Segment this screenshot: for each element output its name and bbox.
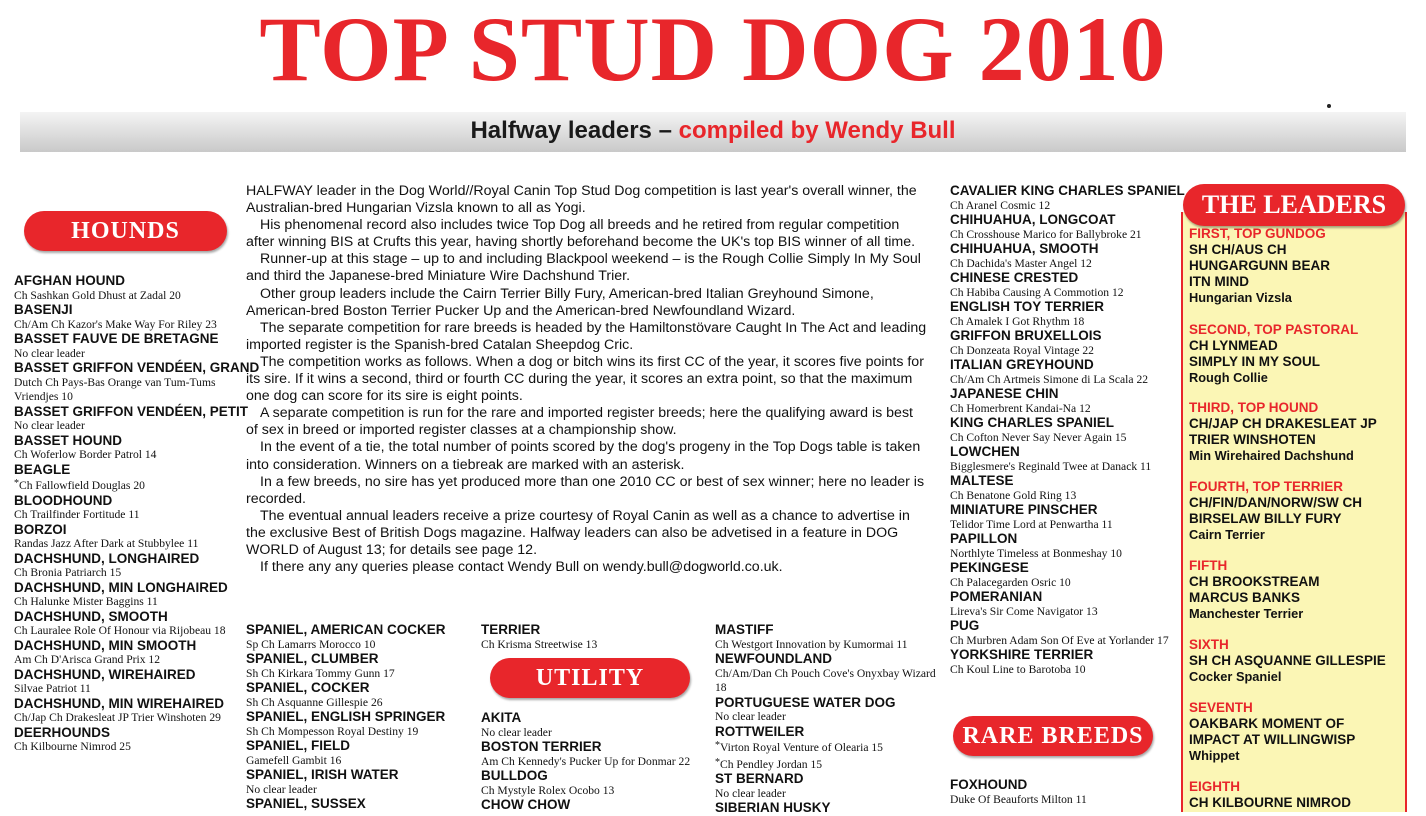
terrier-column bbox=[481, 623, 711, 652]
breed-entry bbox=[950, 778, 1176, 807]
breed-entry bbox=[14, 523, 242, 552]
sire-name bbox=[950, 344, 1176, 359]
sire-text: Virton Royal Venture of Olearia 15 bbox=[720, 741, 883, 754]
leaders-heading: THE LEADERS bbox=[1183, 184, 1405, 226]
leader-rank: EIGHTH bbox=[1189, 779, 1241, 794]
leader-dog-name: SH CH ASQUANNE GILLESPIE bbox=[1189, 653, 1386, 668]
breed-name: SPANIEL, ENGLISH SPRINGER bbox=[246, 709, 446, 724]
sire-text: Ch Palacegarden Osric 10 bbox=[950, 575, 1071, 589]
breed-name: PUG bbox=[950, 618, 980, 633]
breed-name: SPANIEL, CLUMBER bbox=[246, 651, 379, 666]
sire-name bbox=[246, 725, 476, 740]
subtitle-lead: Halfway leaders – bbox=[470, 117, 672, 144]
leader-breed: Cairn Terrier bbox=[1189, 527, 1265, 542]
breed-entry bbox=[715, 652, 941, 696]
breed-name: BASSET GRIFFON VENDÉEN, GRAND bbox=[14, 360, 260, 375]
breed-name: SPANIEL, COCKER bbox=[246, 680, 370, 695]
breed-entry bbox=[14, 274, 242, 303]
breed-name: DACHSHUND, LONGHAIRED bbox=[14, 550, 200, 566]
sire-text: Am Ch Kennedy's Pucker Up for Donmar 22 bbox=[481, 754, 691, 768]
breed-name: KING CHARLES SPANIEL bbox=[950, 415, 1115, 430]
breed-name: ROTTWEILER bbox=[715, 723, 805, 739]
breed-name: ST BERNARD bbox=[715, 771, 804, 786]
leader-entry bbox=[1189, 779, 1401, 811]
sire-name bbox=[14, 289, 242, 304]
sire-text: Ch Lauralee Role Of Honour via Rijobeau 18 bbox=[14, 624, 226, 637]
sire-name bbox=[14, 508, 242, 523]
sire-name bbox=[14, 682, 242, 697]
breed-name: CHINESE CRESTED bbox=[950, 270, 1079, 285]
breed-entry bbox=[950, 416, 1176, 445]
breed-entry bbox=[950, 619, 1176, 648]
breed-entry bbox=[14, 668, 242, 697]
tiebreak-asterisk: * bbox=[14, 478, 19, 489]
sire-name bbox=[950, 634, 1176, 649]
breed-entry bbox=[950, 183, 1185, 213]
breed-name: SPANIEL, SUSSEX bbox=[246, 796, 366, 811]
sire-text: Sh Ch Mompesson Royal Destiny 19 bbox=[246, 724, 419, 738]
leader-entry bbox=[1189, 400, 1401, 464]
sire-name bbox=[715, 710, 941, 725]
breed-name: MINIATURE PINSCHER bbox=[950, 502, 1098, 517]
leader-entry bbox=[1189, 226, 1401, 306]
breed-name: DACHSHUND, SMOOTH bbox=[14, 608, 168, 624]
leader-dog-name: TRIER WINSHOTEN bbox=[1189, 432, 1316, 447]
breed-entry bbox=[950, 648, 1176, 677]
breed-name: YORKSHIRE TERRIER bbox=[950, 647, 1094, 662]
leader-entry bbox=[1189, 322, 1401, 386]
breed-entry bbox=[14, 360, 260, 405]
breed-entry bbox=[14, 726, 242, 755]
sire-name bbox=[14, 537, 242, 552]
sire-text: Randas Jazz After Dark at Stubbylee 11 bbox=[14, 537, 199, 550]
breed-name: PAPILLON bbox=[950, 531, 1018, 546]
leader-dog-name: IMPACT AT WILLINGWISP bbox=[1189, 732, 1356, 747]
breed-name: BEAGLE bbox=[14, 461, 71, 477]
sire-name bbox=[14, 595, 242, 610]
sire-name bbox=[715, 756, 941, 773]
sire-text: Ch Dachida's Master Angel 12 bbox=[950, 256, 1092, 270]
breed-entry bbox=[14, 552, 242, 581]
breed-name: CHIHUAHUA, LONGCOAT bbox=[950, 212, 1116, 227]
sire-text: Telidor Time Lord at Penwartha 11 bbox=[950, 517, 1113, 531]
breed-name: JAPANESE CHIN bbox=[950, 386, 1059, 401]
sire-name bbox=[950, 286, 1176, 301]
breed-entry bbox=[950, 242, 1176, 271]
breed-entry bbox=[950, 358, 1176, 387]
leader-dog-name: SIMPLY IN MY SOUL bbox=[1189, 354, 1321, 369]
breed-name: MALTESE bbox=[950, 473, 1014, 488]
sire-name bbox=[246, 638, 476, 653]
breed-entry bbox=[481, 623, 711, 652]
sire-text: No clear leader bbox=[481, 725, 552, 739]
utility-column bbox=[481, 711, 711, 813]
breed-entry bbox=[481, 711, 711, 740]
sire-text: Ch Kilbourne Nimrod 25 bbox=[14, 740, 131, 753]
breed-name: CAVALIER KING CHARLES SPANIEL bbox=[950, 183, 1185, 198]
sire-name bbox=[950, 663, 1176, 678]
breed-name: POMERANIAN bbox=[950, 589, 1043, 604]
breed-name: FOXHOUND bbox=[950, 777, 1028, 792]
leader-breed: Whippet bbox=[1189, 748, 1240, 763]
sire-name bbox=[14, 376, 242, 405]
sire-text: Ch Woferlow Border Patrol 14 bbox=[14, 448, 157, 461]
sire-text: Ch Krisma Streetwise 13 bbox=[481, 637, 598, 651]
breed-entry bbox=[950, 561, 1176, 590]
sire-name bbox=[481, 755, 711, 770]
intro-paragraph: In a few breeds, no sire has yet produced more than one 2010 CC or best of sex winner; here no leader is recorded. bbox=[246, 473, 925, 507]
page-title: TOP STUD DOG 2010 bbox=[259, 0, 1167, 100]
sire-text: Sh Ch Kirkara Tommy Gunn 17 bbox=[246, 666, 395, 680]
breed-entry bbox=[950, 474, 1176, 503]
sire-name bbox=[14, 711, 242, 726]
sire-name bbox=[950, 605, 1176, 620]
sire-text: Ch Homerbrent Kandai-Na 12 bbox=[950, 401, 1091, 415]
sire-text: Ch Bronia Patriarch 15 bbox=[14, 566, 122, 579]
sire-text: No clear leader bbox=[246, 782, 317, 796]
breed-entry bbox=[715, 725, 941, 756]
sire-text: Lireva's Sir Come Navigator 13 bbox=[950, 604, 1098, 618]
breed-entry bbox=[950, 271, 1176, 300]
leader-entry bbox=[1189, 479, 1401, 543]
sire-text: Ch Aranel Cosmic 12 bbox=[950, 198, 1051, 212]
leader-rank: SEVENTH bbox=[1189, 700, 1253, 715]
sire-text: Ch Murbren Adam Son Of Eve at Yorlander 17 bbox=[950, 633, 1169, 647]
subtitle-bar bbox=[20, 112, 1406, 152]
intro-paragraph: The competition works as follows. When a dog or bitch wins its first CC of the year, it scores five points for its sire. If it wins a second, third or fourth CC during the year, it scores an extra point, so that the maximum one dog can score for its sire is eight points. bbox=[246, 353, 924, 405]
rare-breeds-heading: RARE BREEDS bbox=[953, 716, 1153, 756]
sire-text: Ch Halunke Mister Baggins 11 bbox=[14, 595, 158, 608]
sire-text: Dutch Ch Pays-Bas Orange van Tum-Tums Vriendjes 10 bbox=[14, 375, 216, 403]
sire-name bbox=[715, 638, 941, 653]
breed-name: LOWCHEN bbox=[950, 444, 1020, 459]
breed-entry bbox=[14, 610, 242, 639]
leader-entry bbox=[1189, 637, 1401, 685]
breed-name: BOSTON TERRIER bbox=[481, 739, 602, 754]
tiebreak-asterisk: * bbox=[715, 740, 720, 751]
leader-dog-name: CH/FIN/DAN/NORW/SW CH bbox=[1189, 495, 1362, 510]
sire-text: Ch/Jap Ch Drakesleat JP Trier Winshoten 29 bbox=[14, 711, 221, 724]
sire-text: Ch Koul Line to Barotoba 10 bbox=[950, 662, 1086, 676]
leader-dog-name: CH/JAP CH DRAKESLEAT JP bbox=[1189, 416, 1377, 431]
sire-text: Ch/Am Ch Artmeis Simone di La Scala 22 bbox=[950, 372, 1149, 386]
sire-name bbox=[715, 739, 941, 756]
breed-entry bbox=[14, 434, 242, 463]
subtitle-credit: compiled by Wendy Bull bbox=[678, 117, 956, 144]
sire-name bbox=[14, 448, 242, 463]
sire-text: Ch Crosshouse Marico for Ballybroke 21 bbox=[950, 227, 1142, 241]
breed-entry bbox=[715, 756, 941, 773]
tiebreak-asterisk: * bbox=[715, 756, 720, 768]
breed-entry bbox=[950, 532, 1176, 561]
breed-entry bbox=[246, 768, 476, 797]
sire-name bbox=[950, 228, 1176, 243]
sire-name bbox=[950, 402, 1176, 417]
breed-name: SPANIEL, IRISH WATER bbox=[246, 767, 399, 782]
breed-name: PORTUGUESE WATER DOG bbox=[715, 694, 896, 710]
breed-entry bbox=[715, 772, 941, 801]
sire-name bbox=[14, 740, 242, 755]
sire-text: Ch Fallowfield Douglas 20 bbox=[19, 479, 145, 492]
intro-paragraph: His phenomenal record also includes twice Top Dog all breeds and he retired from regular competition after winning BIS at Crufts this year, having shortly beforehand become the UK's top BIS winner of all time. bbox=[246, 217, 916, 251]
sire-name bbox=[14, 566, 242, 581]
sire-name bbox=[14, 477, 242, 494]
breed-entry bbox=[14, 581, 242, 610]
intro-article bbox=[246, 183, 928, 576]
leader-dog-name: OAKBARK MOMENT OF bbox=[1189, 716, 1345, 731]
leader-breed: Rough Collie bbox=[1189, 370, 1268, 385]
breed-entry bbox=[950, 300, 1176, 329]
leader-dog-name: SH CH/AUS CH bbox=[1189, 242, 1287, 257]
breed-name: ENGLISH TOY TERRIER bbox=[950, 299, 1105, 314]
intro-paragraph: If there any any queries please contact Wendy Bull on wendy.bull@dogworld.co.uk. bbox=[260, 559, 783, 576]
breed-name: DEERHOUNDS bbox=[14, 724, 111, 740]
breed-entry bbox=[14, 697, 242, 726]
sire-text: Ch Donzeata Royal Vintage 22 bbox=[950, 343, 1094, 357]
leader-entry bbox=[1189, 558, 1401, 622]
breed-name: CHOW CHOW bbox=[481, 797, 571, 812]
sire-text: Bigglesmere's Reginald Twee at Danack 11 bbox=[950, 459, 1152, 473]
breed-name: GRIFFON BRUXELLOIS bbox=[950, 328, 1102, 343]
sire-name bbox=[14, 624, 242, 639]
sire-name bbox=[950, 257, 1176, 272]
breed-name: AKITA bbox=[481, 710, 522, 725]
breed-entry bbox=[950, 503, 1176, 532]
sire-text: Ch Cofton Never Say Never Again 15 bbox=[950, 430, 1127, 444]
breed-name: MASTIFF bbox=[715, 622, 774, 637]
breed-entry bbox=[14, 332, 242, 361]
intro-paragraph: The separate competition for rare breeds is headed by the Hamiltonstövare Caught In The Act and leading imported register is the Spanish-bred Catalan Sheepdog Cric. bbox=[246, 319, 927, 353]
sire-name bbox=[950, 460, 1176, 475]
sire-name bbox=[246, 754, 476, 769]
leader-breed: Cocker Spaniel bbox=[1189, 669, 1282, 684]
breed-name: SPANIEL, AMERICAN COCKER bbox=[246, 622, 446, 637]
leader-dog-name: CH LYNMEAD bbox=[1189, 338, 1278, 353]
sire-text: Duke Of Beauforts Milton 11 bbox=[950, 792, 1087, 806]
utility-heading: UTILITY bbox=[490, 658, 690, 698]
breed-name: CHIHUAHUA, SMOOTH bbox=[950, 241, 1099, 256]
sire-name bbox=[950, 199, 1176, 214]
breed-name: PEKINGESE bbox=[950, 560, 1029, 575]
sire-name bbox=[14, 653, 242, 668]
leader-breed: Min Wirehaired Dachshund bbox=[1189, 448, 1354, 463]
sire-text: Sp Ch Lamarrs Morocco 10 bbox=[246, 637, 376, 651]
breed-name: DACHSHUND, WIREHAIRED bbox=[14, 666, 196, 682]
intro-paragraph: HALFWAY leader in the Dog World//Royal Canin Top Stud Dog competition is last year's overall winner, the Australian-bred Hungarian Vizsla known to all as Yogi. bbox=[246, 183, 917, 217]
leader-rank: SECOND, TOP PASTORAL bbox=[1189, 322, 1359, 337]
breed-name: BASENJI bbox=[14, 302, 73, 317]
intro-paragraph: Other group leaders include the Cairn Terrier Billy Fury, American-bred Italian Greyhound Simone, American-bred Boston Terrier Pucker Up and the American-bred Newfoundland Wizard. bbox=[246, 285, 874, 319]
breed-entry bbox=[950, 387, 1176, 416]
breed-entry bbox=[14, 303, 242, 332]
sire-name bbox=[14, 318, 242, 333]
breed-name: DACHSHUND, MIN LONGHAIRED bbox=[14, 579, 228, 595]
leader-dog-name: CH BROOKSTREAM bbox=[1189, 574, 1320, 589]
breed-entry bbox=[246, 710, 476, 739]
leader-dog-name: HUNGARGUNN BEAR bbox=[1189, 258, 1330, 273]
hounds-heading: HOUNDS bbox=[24, 211, 227, 251]
breed-entry bbox=[246, 681, 476, 710]
stray-dot bbox=[1327, 104, 1331, 108]
breed-name: SIBERIAN HUSKY bbox=[715, 800, 831, 815]
breed-name: BLOODHOUND bbox=[14, 492, 113, 508]
leader-dog-name: ITN MIND bbox=[1189, 274, 1249, 289]
breed-entry bbox=[715, 623, 941, 652]
breed-name: BASSET GRIFFON VENDÉEN, PETIT bbox=[14, 403, 249, 419]
sire-text: Gamefell Gambit 16 bbox=[246, 753, 342, 767]
leader-breed: Manchester Terrier bbox=[1189, 606, 1304, 621]
sire-name bbox=[14, 347, 242, 362]
sire-name bbox=[950, 518, 1176, 533]
breed-entry bbox=[950, 590, 1176, 619]
sire-text: Ch Benatone Gold Ring 13 bbox=[950, 488, 1077, 502]
leader-rank: FIRST, TOP GUNDOG bbox=[1189, 226, 1326, 241]
leader-dog-name: MARCUS BANKS bbox=[1189, 590, 1300, 605]
leader-dog-name: CH KILBOURNE NIMROD bbox=[1189, 795, 1351, 810]
sire-text: No clear leader bbox=[715, 710, 786, 723]
sire-text: Ch Mystyle Rolex Ocobo 13 bbox=[481, 783, 615, 797]
sire-name bbox=[481, 726, 711, 741]
breed-entry bbox=[481, 740, 711, 769]
rare-column bbox=[950, 778, 1176, 807]
leader-dog-name: BIRSELAW BILLY FURY bbox=[1189, 511, 1342, 526]
breed-entry bbox=[481, 798, 711, 813]
breed-entry bbox=[246, 739, 476, 768]
leader-rank: FOURTH, TOP TERRIER bbox=[1189, 479, 1344, 494]
breed-name: BULLDOG bbox=[481, 768, 548, 783]
sire-text: Ch/Am Ch Kazor's Make Way For Riley 23 bbox=[14, 317, 217, 331]
sire-name bbox=[950, 576, 1176, 591]
intro-paragraph: Runner-up at this stage – up to and including Blackpool weekend – is the Rough Collie Simply In My Soul and third the Japanese-bred Miniature Wire Dachshund Trier. bbox=[246, 251, 921, 285]
breed-name: BASSET FAUVE DE BRETAGNE bbox=[14, 331, 219, 346]
sire-text: No clear leader bbox=[14, 346, 85, 360]
breed-name: BASSET HOUND bbox=[14, 432, 123, 448]
breed-entry bbox=[14, 494, 242, 523]
sire-text: Ch Sashkan Gold Dhust at Zadal 20 bbox=[14, 288, 181, 302]
sire-name bbox=[481, 784, 711, 799]
sire-text: Ch Habiba Causing A Commotion 12 bbox=[950, 285, 1124, 299]
sire-name bbox=[246, 696, 476, 711]
breed-name: TERRIER bbox=[481, 622, 541, 637]
leader-entry bbox=[1189, 700, 1401, 764]
sire-name bbox=[950, 431, 1176, 446]
sire-text: Am Ch D'Arisca Grand Prix 12 bbox=[14, 653, 161, 666]
breed-name: DACHSHUND, MIN SMOOTH bbox=[14, 637, 197, 653]
breed-entry bbox=[14, 403, 249, 434]
working-column bbox=[715, 623, 941, 816]
breed-entry bbox=[246, 797, 476, 812]
sire-name bbox=[246, 783, 476, 798]
breed-name: SPANIEL, FIELD bbox=[246, 738, 351, 753]
breed-entry bbox=[715, 801, 941, 816]
breed-entry bbox=[715, 696, 941, 725]
sire-text: Ch/Am/Dan Ch Pouch Cove's Onyxbay Wizard 18 bbox=[715, 666, 936, 694]
sire-text: No clear leader bbox=[14, 419, 85, 432]
breed-name: DACHSHUND, MIN WIREHAIRED bbox=[14, 695, 224, 711]
breed-entry bbox=[950, 213, 1176, 242]
breed-entry bbox=[14, 463, 242, 494]
breed-entry bbox=[950, 329, 1176, 358]
sire-text: Northlyte Timeless at Bonmeshay 10 bbox=[950, 546, 1122, 560]
intro-paragraph: A separate competition is run for the rare and imported register breeds; here the qualifying award is best of sex in breed or imported register classes at a championship show. bbox=[246, 405, 913, 439]
sire-text: Ch Trailfinder Fortitude 11 bbox=[14, 508, 140, 521]
breed-entry bbox=[950, 445, 1176, 474]
sire-text: Ch Pendley Jordan 15 bbox=[720, 757, 823, 771]
sire-text: Silvae Patriot 11 bbox=[14, 682, 91, 695]
breed-name: BORZOI bbox=[14, 521, 67, 537]
intro-paragraph: In the event of a tie, the total number of points scored by the dog's progeny in the Top Dogs table is taken into consideration. Winners on a tiebreak are marked with an asterisk. bbox=[246, 439, 921, 473]
breed-name: ITALIAN GREYHOUND bbox=[950, 357, 1094, 372]
breed-entry bbox=[246, 652, 476, 681]
intro-paragraph: The eventual annual leaders receive a prize courtesy of Royal Canin as well as a chance to advertise in the exclusive Best of British Dogs magazine. Halfway leaders can also be advetised in a feature in DOG WORLD of August 13; for details see page 12. bbox=[246, 507, 910, 558]
sire-text: Sh Ch Asquanne Gillespie 26 bbox=[246, 695, 383, 709]
sire-name bbox=[14, 419, 242, 434]
breed-name: NEWFOUNDLAND bbox=[715, 651, 832, 666]
sire-name bbox=[715, 667, 941, 696]
breed-name: AFGHAN HOUND bbox=[14, 273, 125, 288]
breed-entry bbox=[246, 623, 476, 652]
sire-text: Ch Amalek I Got Rhythm 18 bbox=[950, 314, 1085, 328]
leader-breed: Hungarian Vizsla bbox=[1189, 290, 1292, 305]
sire-name bbox=[715, 787, 941, 802]
sire-name bbox=[950, 547, 1176, 562]
hounds-column bbox=[14, 273, 260, 755]
sire-name bbox=[950, 489, 1176, 504]
sire-name bbox=[481, 638, 711, 653]
breed-entry bbox=[481, 769, 711, 798]
leader-rank: FIFTH bbox=[1189, 558, 1228, 573]
sire-name bbox=[950, 315, 1176, 330]
gundog-column bbox=[246, 623, 476, 812]
leader-rank: THIRD, TOP HOUND bbox=[1189, 400, 1319, 415]
sire-text: No clear leader bbox=[715, 786, 786, 800]
sire-name bbox=[246, 667, 476, 682]
leader-rank: SIXTH bbox=[1189, 637, 1229, 652]
sire-text: Ch Westgort Innovation by Kumormai 11 bbox=[715, 637, 908, 651]
toy-column bbox=[950, 183, 1185, 677]
sire-name bbox=[950, 373, 1176, 388]
sire-name bbox=[950, 793, 1176, 808]
breed-entry bbox=[14, 639, 242, 668]
